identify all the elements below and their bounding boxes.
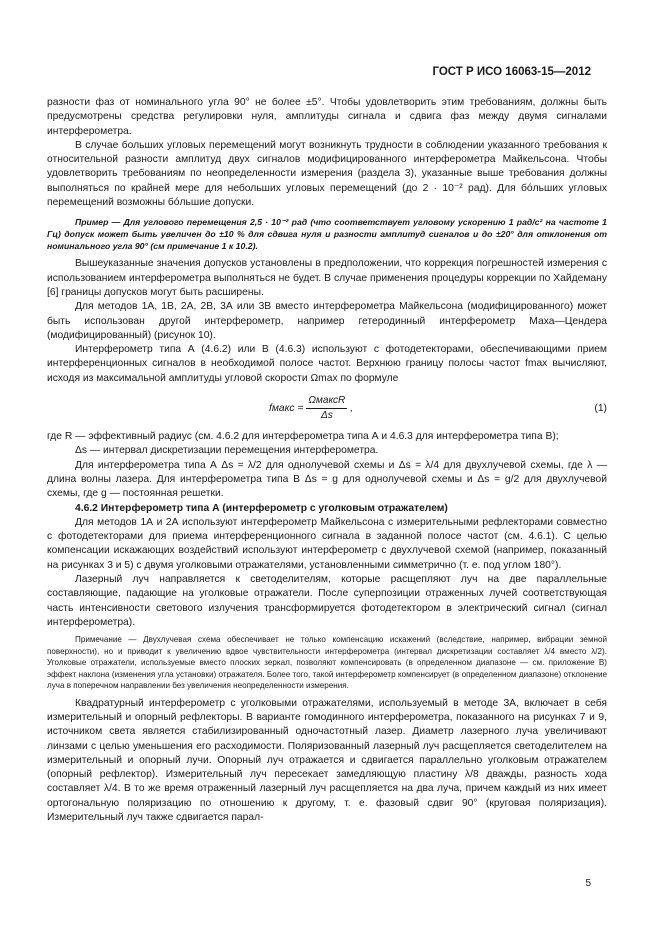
- where-clause: где R — эффективный радиус (см. 4.6.2 для интерферометра типа А и 4.6.3 для интерферометра типа В);: [47, 431, 559, 443]
- example-text: Пример — Для углового перемещения 2,5 · 10⁻² рад (что соответствует угловому ускорению 1 рад/с² на частоте 1 Гц) допуск может быть увеличен до ±10 % для сдвига нуля и разности амплитуд сигналов и до ±20° для отклонения от номинального угла 90° (см примечание 1 к 10.2).: [47, 217, 607, 252]
- paragraph: В случае больших угловых перемещений могут возникнуть трудности в соблюдении указанного требования к относительной разности амплитуд двух сигналов модифицированного интерферометра Майкельсона. Чтобы удовлетворить требованиям по неопределенности измерения (раздела 3), указанные выше требования должны выполняться по крайней мере для небольших угловых перемещений (до 2 · 10⁻² рад). Для бóльших угловых перемещений возможны бóльшие допуски.: [47, 139, 607, 209]
- section-heading: 4.6.2 Интерферометр типа А (интерферометр с уголковым отражателем): [75, 502, 448, 514]
- formula-1: [47, 388, 607, 428]
- where-clause: Δs — интервал дискретизации перемещения интерферометра.: [75, 445, 379, 457]
- paragraph: Для интерферометра типа А Δs = λ/2 для однолучевой схемы и Δs = λ/4 для двухлучевой схемы, где λ — длина волны лазера. Для интерферометра типа В Δs = g для однолучевой схемы и Δs = g/2 для двухлучевой схемы, где g — постоянная решетки.: [47, 459, 607, 500]
- document-body: [47, 96, 607, 825]
- formula-lhs: fмакс =: [269, 402, 304, 414]
- paragraph: Для методов 1А и 2А используют интерферометр Майкельсона с измерительными рефлекторами совместно с фотодетекторами для приема интерференционного сигнала в заданной полосе частот (см. 4.6.1). С целью компенсации искажающих воздействий используют интерферометр с двухлучевой схемой (например, показанный на рисунках 3 и 5) с двумя уголковыми отражателями, установленными симметрично (т. е. под углом 180°).: [47, 516, 607, 571]
- paragraph: Интерферометр типа А (4.6.2) или В (4.6.3) используют с фотодетекторами, обеспечивающими прием интерференционных сигналов в необходимой полосе частот. Верхнюю границу полосы частот fmax вычисляют, исходя из максимальной амплитуды угловой скорости Ωmax по формуле: [47, 344, 607, 384]
- formula-numerator: ΩмаксR: [306, 394, 347, 409]
- paragraph: Квадратурный интерферометр с уголковыми отражателями, используемый в методе 3А, включает в себя измерительный и опорный рефлекторы. В варианте гомодинного интерферометра, показанного на рисунках 7 и 9, источником света является стабилизированный одночастотный лазер. Диаметр лазерного луча увеличивают линзами с целью уменьшения его расходимости. Поляризованный лазерный луч расщепляется светоделителем на измерительный и опорный лучи. Опорный луч отражается и сдвигается параллельно уголковым отражателем (опорный рефлектор). Измерительный луч пересекает замедляющую пластину λ/8 дважды, разность хода составляет λ/4. В то же время отраженный лазерный луч расщепляется на два луча, причем каждый из них имеет ортогональную поляризацию по отношению к другому, т. е. фазовый сдвиг 90° (круговая поляризация). Измерительный луч также сдвигается парал-: [47, 697, 607, 824]
- paragraph: разности фаз от номинального угла 90° не более ±5°. Чтобы удовлетворить этим требованиям, должны быть предусмотрены средства регулировки нуля, амплитуды сигнала и сдвига фаз между двумя сигналами интерферометра.: [47, 97, 607, 137]
- paragraph: Лазерный луч направляется к светоделителям, которые расщепляют луч на две параллельные составляющие, падающие на уголковые отражатели. После суперпозиции отраженных лучей соответствующая часть интенсивности светового излучения трансформируется фотодетектором в электрический сигнал (сигнал интерферометра).: [47, 574, 607, 628]
- formula-tail: ,: [350, 402, 354, 414]
- page-number: 5: [585, 878, 591, 889]
- document-header: ГОСТ Р ИСО 16063-15—2012: [432, 66, 591, 78]
- paragraph: Для методов 1А, 1В, 2А, 2В, 3А или 3В вместо интерферометра Майкельсона (модифицированного) может быть использован другой интерферометр, например гетеродинный интерферометр Маха—Цендера (модифицированный) (рисунок 10).: [47, 301, 607, 341]
- formula-denominator: Δs: [320, 410, 333, 422]
- note-text: Примечание — Двухлучевая схема обеспечивает не только компенсацию искажений (вследствие, например, вибрации земной поверхности), но и приводит к увеличению вдвое чувствительности интерферометра (интервал дискретизации составляет λ/4 вместо λ/2). Уголковые отражатели, используемые вместо плоских зеркал, позволяют компенсировать (в определенном диапазоне — см. приложение В) эффект наклона (изменения угла установки) отражателя. Более того, такой интерферометр компенсирует (в определенном диапазоне) отклонение луча в поперечном направлении без увеличения неопределенности измерения.: [47, 635, 607, 691]
- formula-number: (1): [594, 403, 607, 415]
- paragraph: Вышеуказанные значения допусков установлены в предположении, что коррекция погрешностей измерения с использованием интерферометра выполняться не будет. В случае применения процедуры коррекции по Хайдеману [6] границы допусков могут быть расширены.: [47, 258, 607, 298]
